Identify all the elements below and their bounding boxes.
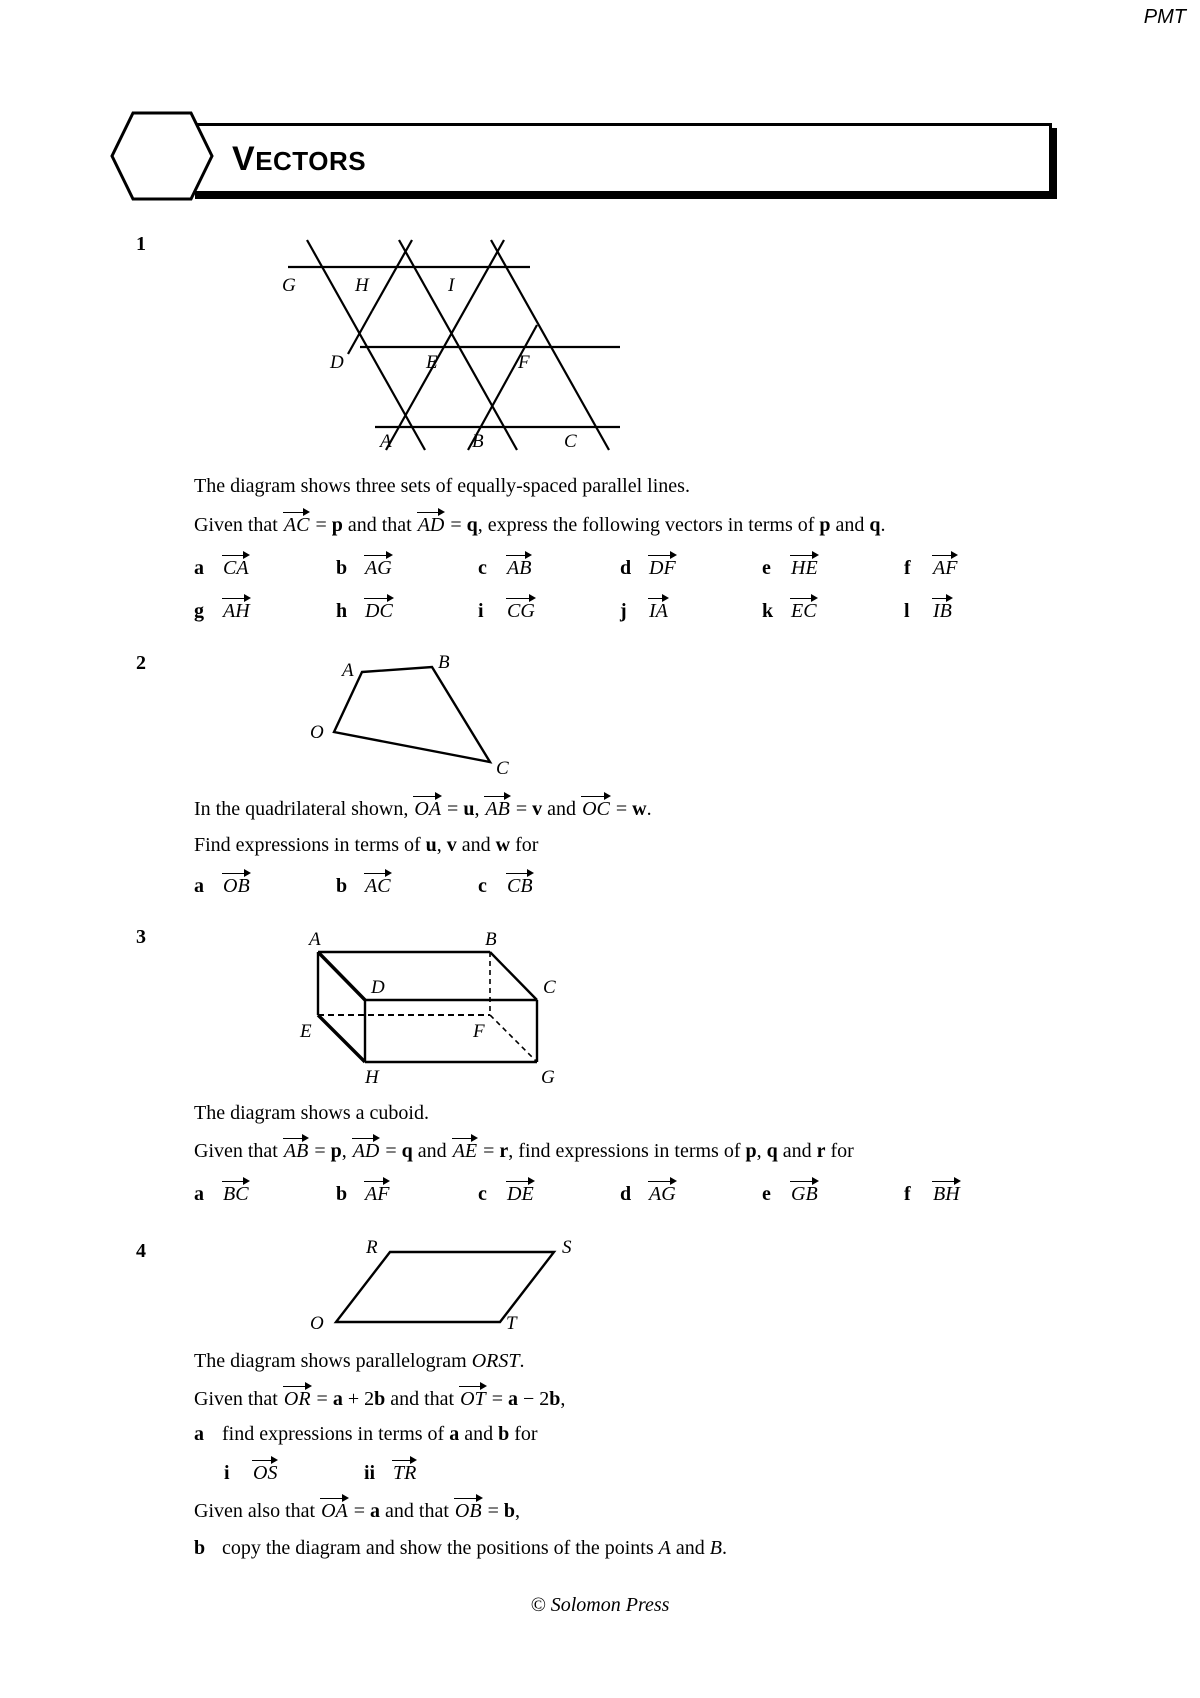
q1-label-d: D [330, 352, 344, 373]
question-number-2: 2 [136, 652, 146, 674]
footer-copyright: © Solomon Press [530, 1594, 670, 1616]
q1-triangle-grid-diagram [280, 235, 640, 460]
q3-part-a: a BC [194, 1183, 249, 1205]
q1-part-i: i CG [478, 600, 535, 622]
q1-label-f: F [518, 352, 530, 373]
q1-text-1: The diagram shows three sets of equally-spaced parallel lines. [194, 475, 690, 497]
q1-part-c: c AB [478, 557, 532, 579]
q1-part-l: l IB [904, 600, 952, 622]
q4-label-r: R [366, 1237, 378, 1258]
q3-part-f: f BH [904, 1183, 960, 1205]
q2-text-1: In the quadrilateral shown, OA = u, AB = v and OC = w. [194, 798, 652, 820]
q4-text-1: The diagram shows parallelogram ORST. [194, 1350, 525, 1372]
q1-label-i: I [448, 275, 455, 296]
q3-label-e: E [300, 1021, 312, 1042]
q3-text-2: Given that AB = p, AD = q and AE = r, find expressions in terms of p, q and r for [194, 1140, 854, 1162]
q4-label-o: O [310, 1313, 324, 1334]
q1-part-d: d DF [620, 557, 676, 579]
question-number-3: 3 [136, 926, 146, 948]
q1-part-j: j IA [620, 600, 668, 622]
question-number-4: 4 [136, 1240, 146, 1262]
q2-quadrilateral-diagram [300, 650, 540, 780]
q3-cuboid-diagram [295, 925, 585, 1090]
q1-label-h: H [355, 275, 369, 296]
q2-text-2: Find expressions in terms of u, v and w for [194, 834, 539, 856]
q1-part-k: k EC [762, 600, 817, 622]
q1-label-a: A [380, 431, 392, 452]
q1-part-f: f AF [904, 557, 958, 579]
q2-part-a: a OB [194, 875, 250, 897]
question-number-1: 1 [136, 233, 146, 255]
q4-parallelogram-diagram [300, 1235, 600, 1335]
q4-part-a-ii: ii TR [364, 1462, 417, 1484]
q1-part-a: a CA [194, 557, 249, 579]
corner-mark: PMT [1143, 6, 1186, 28]
q3-label-f: F [473, 1021, 485, 1042]
q4-part-b: b copy the diagram and show the positions of the points A and B. [194, 1537, 727, 1559]
q1-label-g: G [282, 275, 296, 296]
hexagon-icon [109, 110, 215, 202]
q2-part-b: b AC [336, 875, 391, 897]
chapter-title: VECTORS [232, 140, 367, 178]
q4-label-t: T [506, 1313, 517, 1334]
q1-label-c: C [564, 431, 577, 452]
q4-text-3: Given also that OA = a and that OB = b, [194, 1500, 520, 1522]
q3-label-g: G [541, 1067, 555, 1088]
q4-part-a: a find expressions in terms of a and b for [194, 1423, 538, 1445]
q3-label-b: B [485, 929, 497, 950]
q2-label-o: O [310, 722, 324, 743]
q3-part-e: e GB [762, 1183, 818, 1205]
q3-part-d: d AG [620, 1183, 676, 1205]
q4-text-2: Given that OR = a + 2b and that OT = a − 2b, [194, 1388, 566, 1410]
q2-part-c: c CB [478, 875, 533, 897]
q3-label-d: D [371, 977, 385, 998]
q4-part-a-i: i OS [224, 1462, 278, 1484]
q1-part-g: g AH [194, 600, 250, 622]
q1-part-h: h DC [336, 600, 393, 622]
q3-label-h: H [365, 1067, 379, 1088]
q4-label-s: S [562, 1237, 572, 1258]
q3-label-c: C [543, 977, 556, 998]
q1-label-b: B [472, 431, 484, 452]
q1-part-b: b AG [336, 557, 392, 579]
q1-label-e: E [426, 352, 438, 373]
q3-part-c: c DE [478, 1183, 534, 1205]
q3-text-1: The diagram shows a cuboid. [194, 1102, 429, 1124]
q1-text-2: Given that AC = p and that AD = q, express the following vectors in terms of p and q. [194, 514, 886, 536]
q2-label-b: B [438, 652, 450, 673]
q3-part-b: b AF [336, 1183, 390, 1205]
q1-part-e: e HE [762, 557, 818, 579]
q3-label-a: A [309, 929, 321, 950]
q2-label-a: A [342, 660, 354, 681]
q2-label-c: C [496, 758, 509, 779]
